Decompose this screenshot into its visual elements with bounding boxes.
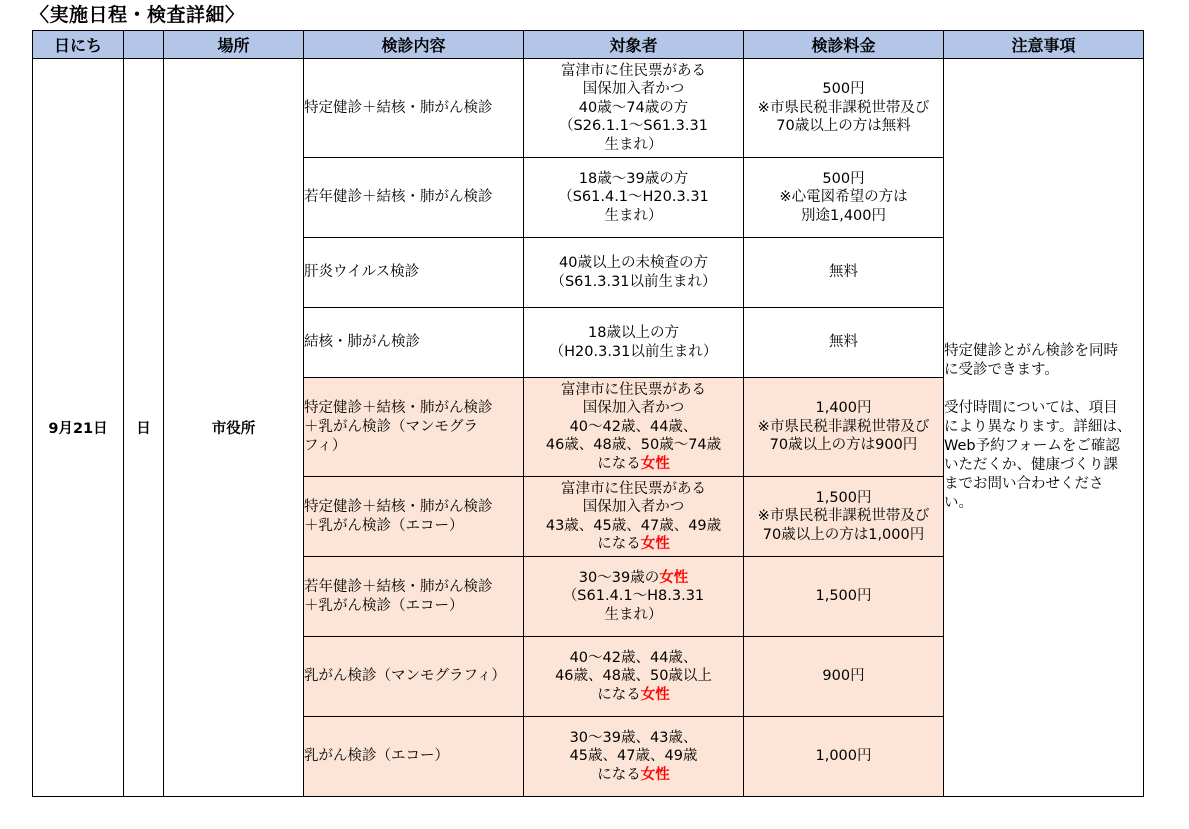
header-fee: 検診料金 [744,31,944,59]
notes-cell: 特定健診とがん検診を同時 に受診できます。 受付時間については、項目 により異なります。詳細は、 Web予約フォームをご確認 いただくか、健康づくり課 までお問い合わせくださ い。 [944,59,1144,797]
exam-cell: 乳がん検診（マンモグラフィ） [304,637,524,717]
fee-cell: 無料 [744,238,944,308]
fee-cell: 500円 ※心電図希望の方は 別途1,400円 [744,158,944,238]
target-cell: 富津市に住民票がある 国保加入者かつ 43歳、45歳、47歳、49歳 になる女性 [524,477,744,557]
female-highlight: 女性 [640,766,670,783]
header-place: 場所 [164,31,304,59]
target-cell: 富津市に住民票がある 国保加入者かつ 40歳～74歳の方 （S26.1.1～S61.3.31 生まれ） [524,59,744,158]
target-cell: 18歳以上の方 （H20.3.31以前生まれ） [524,308,744,378]
header-date: 日にち [33,31,124,59]
target-cell: 30～39歳、43歳、 45歳、47歳、49歳 になる女性 [524,717,744,797]
female-highlight: 女性 [659,569,689,586]
header-row [33,31,1144,59]
table-row [33,59,1144,158]
exam-cell: 特定健診＋結核・肺がん検診 [304,59,524,158]
date-cell: 9月21日 [33,59,124,797]
exam-cell: 特定健診＋結核・肺がん検診 ＋乳がん検診（エコー） [304,477,524,557]
target-cell: 富津市に住民票がある 国保加入者かつ 40～42歳、44歳、 46歳、48歳、50歳～74歳 になる女性 [524,378,744,477]
header-exam: 検診内容 [304,31,524,59]
fee-cell: 無料 [744,308,944,378]
exam-cell: 若年健診＋結核・肺がん検診 ＋乳がん検診（エコー） [304,557,524,637]
target-cell: 40歳以上の未検査の方 （S61.3.31以前生まれ） [524,238,744,308]
header-target: 対象者 [524,31,744,59]
fee-cell: 1,400円 ※市県民税非課税世帯及び 70歳以上の方は900円 [744,378,944,477]
fee-cell: 1,000円 [744,717,944,797]
exam-cell: 結核・肺がん検診 [304,308,524,378]
exam-cell: 特定健診＋結核・肺がん検診 ＋乳がん検診（マンモグラ フィ） [304,378,524,477]
schedule-table [32,30,1144,797]
target-cell: 40～42歳、44歳、 46歳、48歳、50歳以上 になる女性 [524,637,744,717]
header-notes: 注意事項 [944,31,1144,59]
female-highlight: 女性 [640,455,670,472]
page-title: 〈実施日程・検査詳細〉 [30,4,245,26]
weekday-cell: 日 [124,59,164,797]
fee-cell: 1,500円 ※市県民税非課税世帯及び 70歳以上の方は1,000円 [744,477,944,557]
target-cell: 30～39歳の女性 （S61.4.1～H8.3.31 生まれ） [524,557,744,637]
target-cell: 18歳～39歳の方 （S61.4.1～H20.3.31 生まれ） [524,158,744,238]
fee-cell: 1,500円 [744,557,944,637]
female-highlight: 女性 [640,536,670,552]
fee-cell: 500円 ※市県民税非課税世帯及び 70歳以上の方は無料 [744,59,944,158]
place-cell: 市役所 [164,59,304,797]
exam-cell: 若年健診＋結核・肺がん検診 [304,158,524,238]
female-highlight: 女性 [640,686,670,703]
exam-cell: 肝炎ウイルス検診 [304,238,524,308]
exam-cell: 乳がん検診（エコー） [304,717,524,797]
fee-cell: 900円 [744,637,944,717]
header-day [124,31,164,59]
